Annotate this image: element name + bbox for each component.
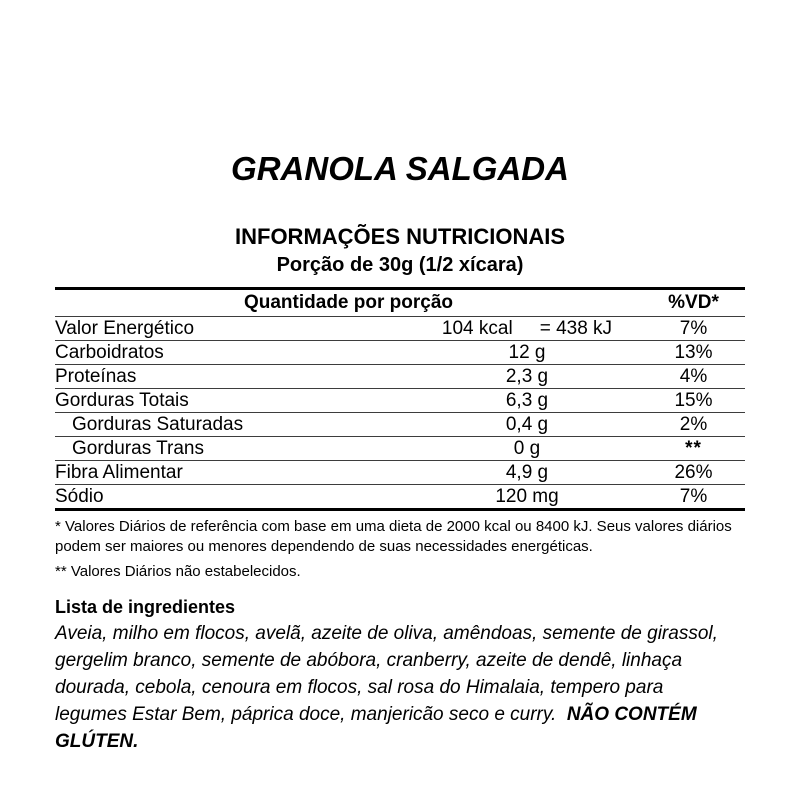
nutrient-dv: 13% [674, 341, 713, 363]
product-title: GRANOLA SALGADA [231, 150, 569, 187]
nutrient-dv: 2% [679, 413, 708, 435]
table-row-trans-fat [55, 437, 745, 461]
table-row-sodium [55, 485, 745, 510]
header-daily-value: %VD* [668, 292, 719, 313]
nutrient-amount: 0 g [513, 437, 541, 459]
ingredients-heading: Lista de ingredientes [55, 597, 236, 617]
nutrient-dv: 26% [674, 461, 713, 483]
table-row-fiber [55, 461, 745, 485]
nutrient-dv: 7% [679, 317, 708, 339]
nutrient-name: Gorduras Totais [55, 389, 189, 411]
nutrient-name: Sódio [55, 485, 104, 507]
nutrient-dv: ** [685, 437, 702, 459]
table-row-saturated-fat [55, 413, 745, 437]
ingredients-list [55, 620, 727, 755]
nutrient-amount [412, 317, 642, 341]
table-header-row [55, 289, 745, 317]
nutrition-table [55, 287, 745, 511]
energy-kj: = 438 kJ [539, 317, 613, 339]
nutrient-name: Gorduras Trans [72, 437, 204, 459]
nutrient-name: Proteínas [55, 365, 137, 387]
nutrient-name: Valor Energético [55, 317, 195, 339]
energy-kcal: 104 kcal [441, 317, 513, 339]
nutrient-amount: 6,3 g [505, 389, 549, 411]
serving-size: Porção de 30g (1/2 xícara) [276, 254, 524, 276]
header-quantity-per-serving: Quantidade por porção [243, 292, 454, 313]
table-row-total-fat [55, 389, 745, 413]
footnote-daily-values: * Valores Diários de referência com base em uma dieta de 2000 kcal ou 8400 kJ. Seus valores diários podem ser maiores ou menores dependendo de suas necessidades energéticas. [55, 518, 732, 555]
footnote-not-established: ** Valores Diários não estabelecidos. [55, 563, 301, 580]
nutrient-amount: 120 mg [495, 485, 559, 507]
ingredients-spacer [556, 704, 567, 725]
nutrient-dv: 4% [679, 365, 708, 387]
nutrient-name: Carboidratos [55, 341, 164, 363]
nutrient-name: Gorduras Saturadas [72, 413, 244, 435]
gluten-free-note: NÃO CONTÉM GLÚTEN. [55, 704, 697, 752]
table-row-carbs [55, 341, 745, 365]
nutrient-dv: 15% [674, 389, 713, 411]
nutrient-amount: 4,9 g [505, 461, 549, 483]
ingredients-text: Aveia, milho em flocos, avelã, azeite de oliva, amêndoas, semente de girassol, gergelim branco, semente de abóbora, cranberry, azeite de dendê, linhaça dourada, cebola, cenoura em flocos, sal rosa do Himalaia, tempero para legumes Estar Bem, páprica doce, manjericão seco e curry. [55, 623, 718, 725]
nutrition-facts-heading: INFORMAÇÕES NUTRICIONAIS [235, 224, 565, 249]
nutrient-dv: 7% [679, 485, 708, 507]
nutrient-amount: 2,3 g [505, 365, 549, 387]
nutrient-amount: 0,4 g [505, 413, 549, 435]
nutrition-label [55, 0, 745, 755]
nutrient-name: Fibra Alimentar [55, 461, 183, 483]
table-row-energy [55, 317, 745, 341]
table-row-protein [55, 365, 745, 389]
nutrient-amount: 12 g [508, 341, 546, 363]
